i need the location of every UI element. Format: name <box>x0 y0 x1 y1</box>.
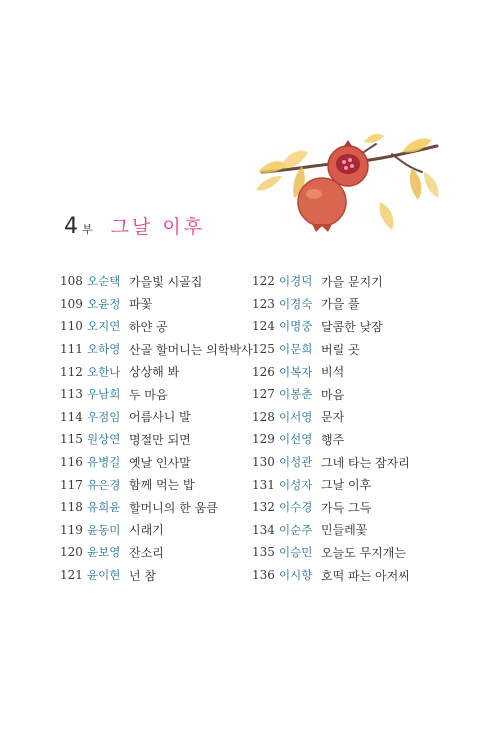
poem-title: 하얀 공 <box>129 319 168 334</box>
part-number: 4 <box>64 214 78 239</box>
toc-column-left <box>60 270 253 586</box>
page-number: 118 <box>60 500 83 515</box>
toc-entry[interactable] <box>60 360 253 383</box>
toc-entry[interactable] <box>60 541 253 564</box>
author-name: 이성자 <box>279 477 313 492</box>
poem-title: 달콤한 낮잠 <box>321 319 383 334</box>
page-number: 130 <box>252 455 275 470</box>
toc-entry[interactable] <box>60 338 253 361</box>
toc-entry[interactable] <box>60 519 253 542</box>
poem-title: 오늘도 무지개는 <box>321 545 406 560</box>
poem-title: 마음 <box>321 387 345 402</box>
poem-title: 두 마음 <box>129 387 168 402</box>
toc-entry[interactable] <box>60 564 253 587</box>
author-name: 이서영 <box>279 409 313 424</box>
poem-title: 민들레꽃 <box>321 523 368 538</box>
toc-column-right <box>252 270 410 586</box>
toc-entry[interactable] <box>252 496 410 519</box>
toc-entry[interactable] <box>252 519 410 542</box>
author-name: 이봉춘 <box>279 387 313 402</box>
page-number: 128 <box>252 409 275 424</box>
poem-title: 문자 <box>321 410 345 425</box>
pomegranate-branch-illustration-icon <box>252 132 442 242</box>
author-name: 우남희 <box>87 387 121 402</box>
author-name: 이경숙 <box>279 296 313 311</box>
page-number: 121 <box>60 568 83 583</box>
page-number: 124 <box>252 319 275 334</box>
author-name: 이명중 <box>279 319 313 334</box>
author-name: 이성관 <box>279 455 313 470</box>
part-title: 그날 이후 <box>110 216 206 238</box>
page-number: 109 <box>60 296 83 311</box>
page-number: 132 <box>252 500 275 515</box>
page-number: 113 <box>60 387 83 402</box>
poem-title: 가득 그득 <box>321 500 372 515</box>
poem-title: 행주 <box>321 432 345 447</box>
page-number: 131 <box>252 477 275 492</box>
poem-title: 비석 <box>321 365 345 380</box>
toc-entry[interactable] <box>252 541 410 564</box>
poem-title: 함께 먹는 밥 <box>129 478 195 493</box>
toc-entry[interactable] <box>60 496 253 519</box>
part-heading <box>64 212 205 242</box>
poem-title: 가을빛 시골집 <box>129 274 203 289</box>
page-number: 115 <box>60 432 83 447</box>
poem-title: 산골 할머니는 의학박사 <box>129 342 253 357</box>
toc-entry[interactable] <box>252 383 410 406</box>
toc-entry[interactable] <box>60 406 253 429</box>
author-name: 이승민 <box>279 545 313 560</box>
part-suffix: 부 <box>82 223 93 236</box>
author-name: 이시향 <box>279 568 313 583</box>
poem-title: 어름사니 발 <box>129 410 191 425</box>
author-name: 이복자 <box>279 364 313 379</box>
author-name: 이선영 <box>279 432 313 447</box>
author-name: 이순주 <box>279 522 313 537</box>
poem-title: 호떡 파는 아저씨 <box>321 568 410 583</box>
toc-entry[interactable] <box>252 473 410 496</box>
page-number: 110 <box>60 319 83 334</box>
page-number: 120 <box>60 545 83 560</box>
author-name: 오한나 <box>87 364 121 379</box>
toc-entry[interactable] <box>252 451 410 474</box>
toc-entry[interactable] <box>60 383 253 406</box>
author-name: 우점임 <box>87 409 121 424</box>
poem-title: 파꽃 <box>129 297 153 312</box>
poem-title: 그날 이후 <box>321 478 372 493</box>
toc-entry[interactable] <box>60 293 253 316</box>
page-number: 116 <box>60 455 83 470</box>
page-number: 117 <box>60 477 83 492</box>
poem-title: 상상해 봐 <box>129 365 180 380</box>
toc-entry[interactable] <box>60 315 253 338</box>
toc-entry[interactable] <box>252 315 410 338</box>
author-name: 유은경 <box>87 477 121 492</box>
toc-entry[interactable] <box>60 270 253 293</box>
toc-entry[interactable] <box>60 428 253 451</box>
poem-title: 가을 문지기 <box>321 274 383 289</box>
toc-entry[interactable] <box>252 270 410 293</box>
page-number: 112 <box>60 364 83 379</box>
poem-title: 가을 풀 <box>321 297 360 312</box>
page-number: 136 <box>252 568 275 583</box>
author-name: 윤동미 <box>87 522 121 537</box>
poem-title: 버릴 곳 <box>321 342 360 357</box>
page-number: 111 <box>60 342 83 357</box>
author-name: 윤보영 <box>87 545 121 560</box>
poem-title: 할머니의 한 움큼 <box>129 500 218 515</box>
author-name: 유희윤 <box>87 500 121 515</box>
page-number: 114 <box>60 409 83 424</box>
toc-entry[interactable] <box>252 293 410 316</box>
author-name: 오지연 <box>87 319 121 334</box>
poem-title: 잔소리 <box>129 545 164 560</box>
page-number: 108 <box>60 274 83 289</box>
page-number: 126 <box>252 364 275 379</box>
page-number: 125 <box>252 342 275 357</box>
toc-entry[interactable] <box>60 451 253 474</box>
author-name: 원상연 <box>87 432 121 447</box>
page-number: 122 <box>252 274 275 289</box>
author-name: 이수경 <box>279 500 313 515</box>
author-name: 유병길 <box>87 455 121 470</box>
poem-title: 옛날 인사말 <box>129 455 191 470</box>
page-number: 134 <box>252 522 275 537</box>
page-number: 127 <box>252 387 275 402</box>
poem-title: 그네 타는 잠자리 <box>321 455 410 470</box>
toc-entry[interactable] <box>252 564 410 587</box>
toc-entry[interactable] <box>252 360 410 383</box>
toc-entry[interactable] <box>252 406 410 429</box>
poem-title: 명절만 되면 <box>129 432 191 447</box>
author-name: 이경덕 <box>279 274 313 289</box>
author-name: 윤이현 <box>87 568 121 583</box>
page-number: 119 <box>60 522 83 537</box>
author-name: 이문희 <box>279 342 313 357</box>
toc-entry[interactable] <box>252 428 410 451</box>
page-number: 123 <box>252 296 275 311</box>
poem-title: 넌 참 <box>129 568 156 583</box>
author-name: 오하영 <box>87 342 121 357</box>
poem-title: 시래기 <box>129 523 164 538</box>
page-number: 135 <box>252 545 275 560</box>
toc-entry[interactable] <box>252 338 410 361</box>
author-name: 오순택 <box>87 274 121 289</box>
author-name: 오윤정 <box>87 296 121 311</box>
page-number: 129 <box>252 432 275 447</box>
toc-entry[interactable] <box>60 473 253 496</box>
